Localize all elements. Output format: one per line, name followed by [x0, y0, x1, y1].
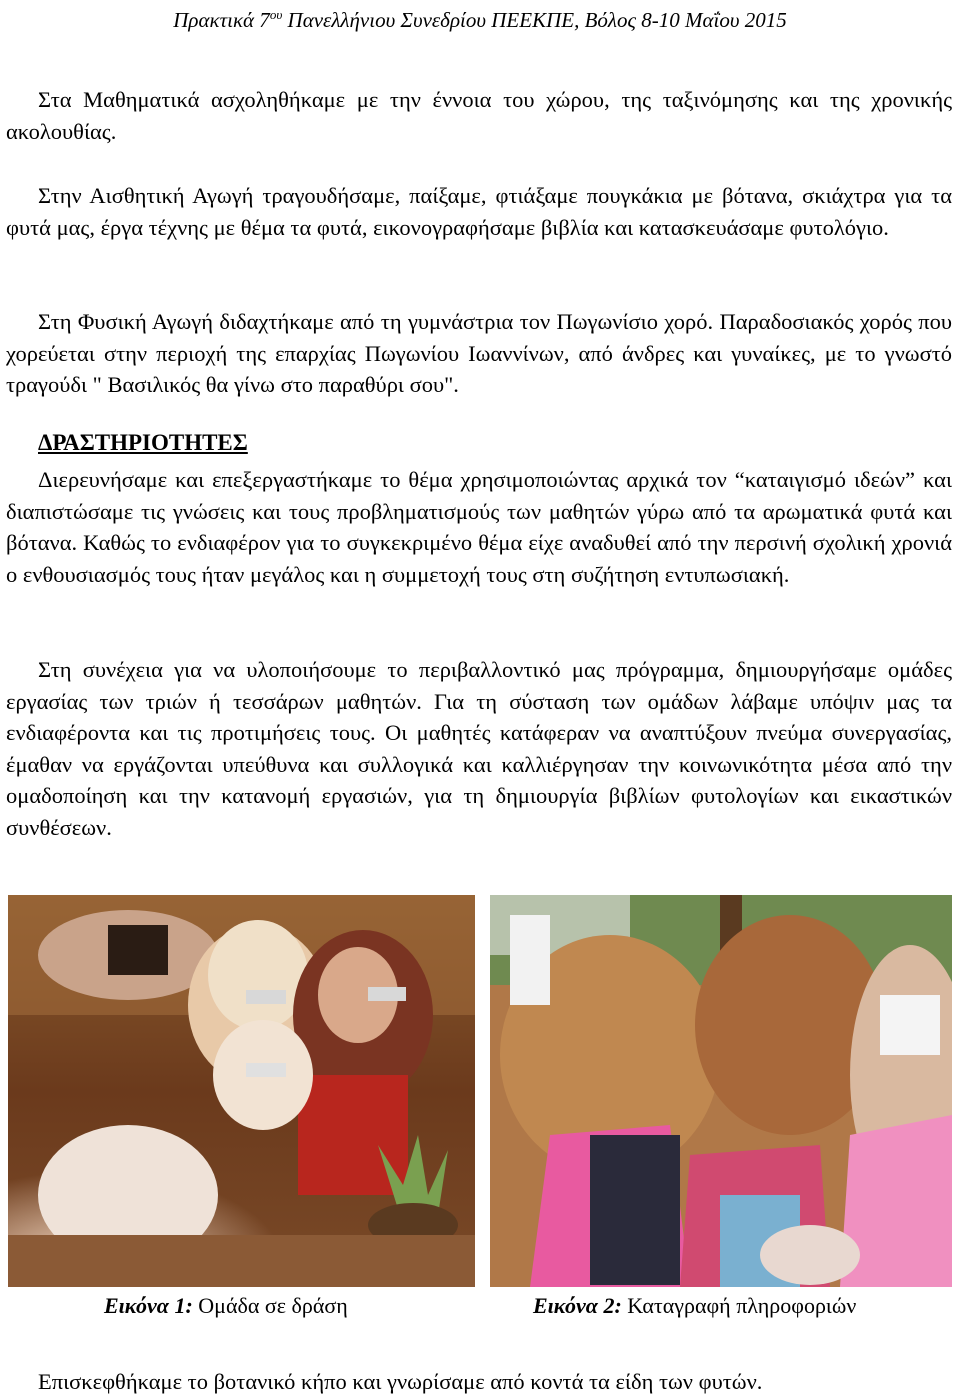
caption-figure-1	[104, 1292, 348, 1320]
header-suffix: Πανελλήνιου Συνεδρίου ΠΕΕΚΠΕ, Βόλος 8-10 Μαΐου 2015	[282, 8, 787, 32]
caption-figure-2	[533, 1292, 856, 1320]
paragraph-groups: Στη συνέχεια για να υλοποιήσουμε το περιβαλλοντικό μας πρόγραμμα, δημιουργήσαμε ομάδες εργασίας των τριών ή τεσσάρων μαθητών. Για τη σύσταση των ομάδων λάβαμε υπόψιν μας τα ενδιαφέροντα και τις προτιμήσεις τους. Οι μαθητές κατάφεραν να αναπτύξουν πνεύμα συνεργασίας, έμαθαν να εργάζονται υπεύθυνα και συλλογικά και καλλιέργησαν την κοινωνικότητα μέσα από την ομαδοποίηση και την κατανομή εργασιών, για τη δημιουργία βιβλίων φυτολογίων και εικαστικών συνθέσεων.	[6, 657, 952, 840]
header-sup: ου	[269, 7, 283, 22]
photo-recording-information	[490, 895, 952, 1287]
page-header	[0, 4, 960, 31]
caption-figure-1-label: Εικόνα 1:	[104, 1293, 193, 1318]
paragraph-aesthetics: Στην Αισθητική Αγωγή τραγουδήσαμε, παίξαμε, φτιάξαμε πουγκάκια με βότανα, σκιάχτρα για τα φυτά μας, έργα τέχνης με θέμα τα φυτά, εικονογραφήσαμε βιβλία και κατασκευάσαμε φυτολόγιο.	[6, 183, 952, 240]
caption-figure-2-text: Καταγραφή πληροφοριών	[621, 1293, 857, 1318]
paragraph-physical-education: Στη Φυσική Αγωγή διδαχτήκαμε από τη γυμνάστρια τον Πωγωνίσιο χορό. Παραδοσιακός χορός που χορεύεται στην περιοχή της επαρχίας Πωγωνίου Ιωαννίνων, από άνδρες και γυναίκες, με το γνωστό τραγούδι " Βασιλικός θα γίνω στο παραθύρι σου".	[6, 309, 952, 398]
caption-figure-1-text: Ομάδα σε δράση	[192, 1293, 348, 1318]
paragraph-botanical-garden: Επισκεφθήκαμε το βοτανικό κήπο και γνωρίσαμε από κοντά τα είδη των φυτών.	[38, 1369, 763, 1394]
paragraph-mathematics: Στα Μαθηματικά ασχοληθήκαμε με την έννοια του χώρου, της ταξινόμησης και της χρονικής ακολουθίας.	[6, 87, 952, 144]
section-heading: ΔΡΑΣΤΗΡΙΟΤΗΤΕΣ	[38, 430, 248, 455]
photo-group-in-action	[8, 895, 475, 1287]
paragraph-activities: Διερευνήσαμε και επεξεργαστήκαμε το θέμα χρησιμοποιώντας αρχικά τον “καταιγισμό ιδεών” και διαπιστώσαμε τις γνώσεις και τους προβληματισμούς των μαθητών γύρω από τα αρωματικά φυτά και βότανα. Καθώς το ενδιαφέρον για το συγκεκριμένο θέμα είχε αναδυθεί από την περσινή σχολική χρονιά ο ενθουσιασμός τους ήταν μεγάλος και η συμμετοχή τους στη συζήτηση εντυπωσιακή.	[6, 467, 952, 587]
header-prefix: Πρακτικά 7	[173, 8, 270, 32]
caption-figure-2-label: Εικόνα 2:	[533, 1293, 622, 1318]
